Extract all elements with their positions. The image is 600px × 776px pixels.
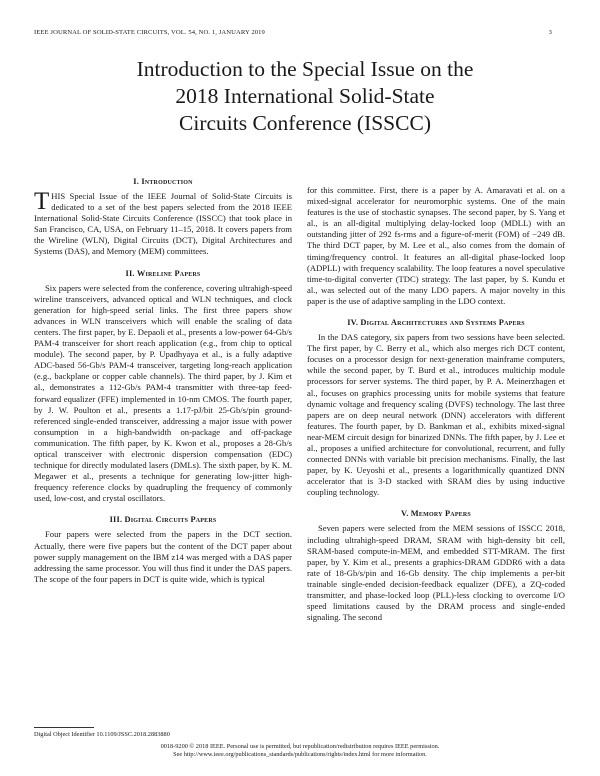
paper-title (60, 56, 550, 137)
journal-header: IEEE JOURNAL OF SOLID-STATE CIRCUITS, VOL. 54, NO. 1, JANUARY 2019 (34, 29, 265, 36)
digital-circuits-paragraph: Four papers were selected from the papers in the DCT section. Actually, there were five papers but the content of the DCT paper about power supply management on the IBM z14 was merged with a DAS paper addressing the same processor. You will thus find it under the DAS papers. The scope of the four papers in DCT is quite wide, which is typical (34, 529, 292, 584)
doi-footnote (34, 731, 292, 739)
section-heading-memory: V. Memory Papers (401, 509, 471, 519)
digital-circuits-continued: for this committee. First, there is a paper by A. Amaravati et al. on a mixed-signal accelerator for neuromorphic systems. One of the main features is the use of stochastic synapses. The second paper, by S. Yang et al., is an all-digital multiplying delay-locked loop (MDLL) with an outstanding jitter of 292 fs-rms and a figure-of-merit (FOM) of −249 dB. The third DCT paper, by M. Lee et al., also comes from the domain of timing/frequency control. It features an all-digital phase-locked loop (ADPLL) with frequency scalability. The loop features a novel speculative time-to-digital converter (TDC) strategy. The last paper, by S. Kundu et al., was selected out of the many LDO papers. A major novelty in this paper is the use of adaptive sampling in the LDO context. (307, 185, 565, 306)
memory-paragraph: Seven papers were selected from the MEM sessions of ISSCC 2018, including ultrahigh-speed DRAM, SRAM with high-density bit cell, SRAM-based compute-in-MEM, and embedded STT-MRAM. The first paper, by Y. Kim et al., presents a graphics-DRAM GDDR6 with a data rate of 18-Gb/s/pin and 16-Gb density. The chip implements a per-bit trainable single-ended decision-feedback equalizer (DFE), a ZQ-coded transmitter, and phase-locked loop (PLL)-less clocking to overcome I/O speed limitations caused by the DRAM process and single-ended signaling. The second (307, 523, 565, 623)
copyright-line-1: 0018-9200 © 2018 IEEE. Personal use is permitted, but republication/redistribution requires IEEE permission. (160, 743, 440, 750)
footnote-rule (34, 727, 94, 728)
intro-paragraph (34, 188, 292, 258)
section-heading-wireline: II. Wireline Papers (125, 268, 201, 278)
section-heading-digital-circuits: III. Digital Circuits Papers (109, 515, 217, 525)
wireline-paragraph: Six papers were selected from the conference, covering ultrahigh-speed wireline transceivers, advanced optical and WLN techniques, and clock generation for high-speed serial links. The first three papers show advances in WLN transceivers which will enable the scaling of data centers. The first paper, by E. Depaoli et al., presents a low-power 64-Gb/s PAM-4 transceiver for short reach application (e.g., from chip to optical module). The second paper, by P. Upadhyaya et al., is a fully adaptive ADC-based 56-Gb/s PAM-4 transceiver, targeting long-reach application (e.g., backplane or copper cable channels). The third paper, by J. Kim et al., demonstrates a 112-Gb/s PAM-4 transmitter with three-tap feed-forward equalizer (FFE) implemented in 10-nm CMOS. The fourth paper, by J. W. Poulton et al., presents a 1.17-pJ/bit 25-Gb/s/pin ground-referenced single-ended transceiver, addressing a major issue with power consumption in a high-bandwidth on-package and off-package communication. The fifth paper, by K. Kwon et al., proposes a 28-Gb/s optical transceiver with electronic dispersion compensation (EDC) technique for directly modulated lasers (DMLs). The sixth paper, by K. M. Megawer et al., presents a technique for generating low-jitter high-frequency reference clocks by quadrupling the frequency of commonly used, low-cost, and crystal oscillators. (34, 282, 292, 504)
right-column (307, 185, 565, 623)
title-line-2: 2018 International Solid-State (175, 84, 435, 108)
page-number: 3 (548, 29, 552, 36)
das-paragraph: In the DAS category, six papers from two sessions have been selected. The first paper, by C. Berry et al., which also merges rich DCT content, focuses on a processor design for next-generation mainframe computers, while the second paper, by T. Burd et al., introduces multichip module processors for server systems. The third paper, by P. A. Meinerzhagen et al., focuses on graphics processing units for mobile systems that feature dynamic voltage and frequency scaling (DVFS) technology. The last three papers are on deep neural network (DNN) accelerators with different features. The fourth paper, by D. Bankman et al., exhibits mixed-signal near-MEM circuit design for binarized DNNs. The fifth paper, by J. Lee et al., proposes a unified architecture for convolutional, recurrent, and fully connected DNNs with variable bit precision mechanisms. Finally, the last paper, by K. Ueyoshi et al., presents a logarithmically quantized DNN accelerator that is 3-D stacked with SRAM dies by using inductive coupling technology. (307, 332, 565, 498)
left-column (34, 176, 292, 585)
section-heading-das: IV. Digital Architectures and Systems Papers (347, 318, 525, 328)
copyright-line-2: See http://www.ieee.org/publications_standards/publications/rights/index.html for more information. (173, 751, 427, 759)
running-header (34, 29, 552, 39)
doi-text: Digital Object Identifier 10.1109/JSSC.2018.2883880 (34, 731, 170, 738)
title-line-1: Introduction to the Special Issue on the (136, 57, 474, 81)
intro-text: HIS Special Issue of the IEEE Journal of Solid-State Circuits is dedicated to a set of the best papers selected from the 2018 IEEE International Solid-State Circuits Conference (ISSCC) that took place in San Francisco, CA, USA, on February 11–15, 2018. It covers papers from the Wireline (WLN), Digital Circuits (DCT), Digital Architectures and Systems (DAS), and Memory (MEM) committees. (34, 191, 292, 257)
copyright-notice (34, 743, 566, 760)
title-line-3: Circuits Conference (ISSCC) (179, 111, 431, 135)
drop-cap: T (34, 188, 50, 215)
section-heading-intro: I. Introduction (133, 177, 193, 186)
